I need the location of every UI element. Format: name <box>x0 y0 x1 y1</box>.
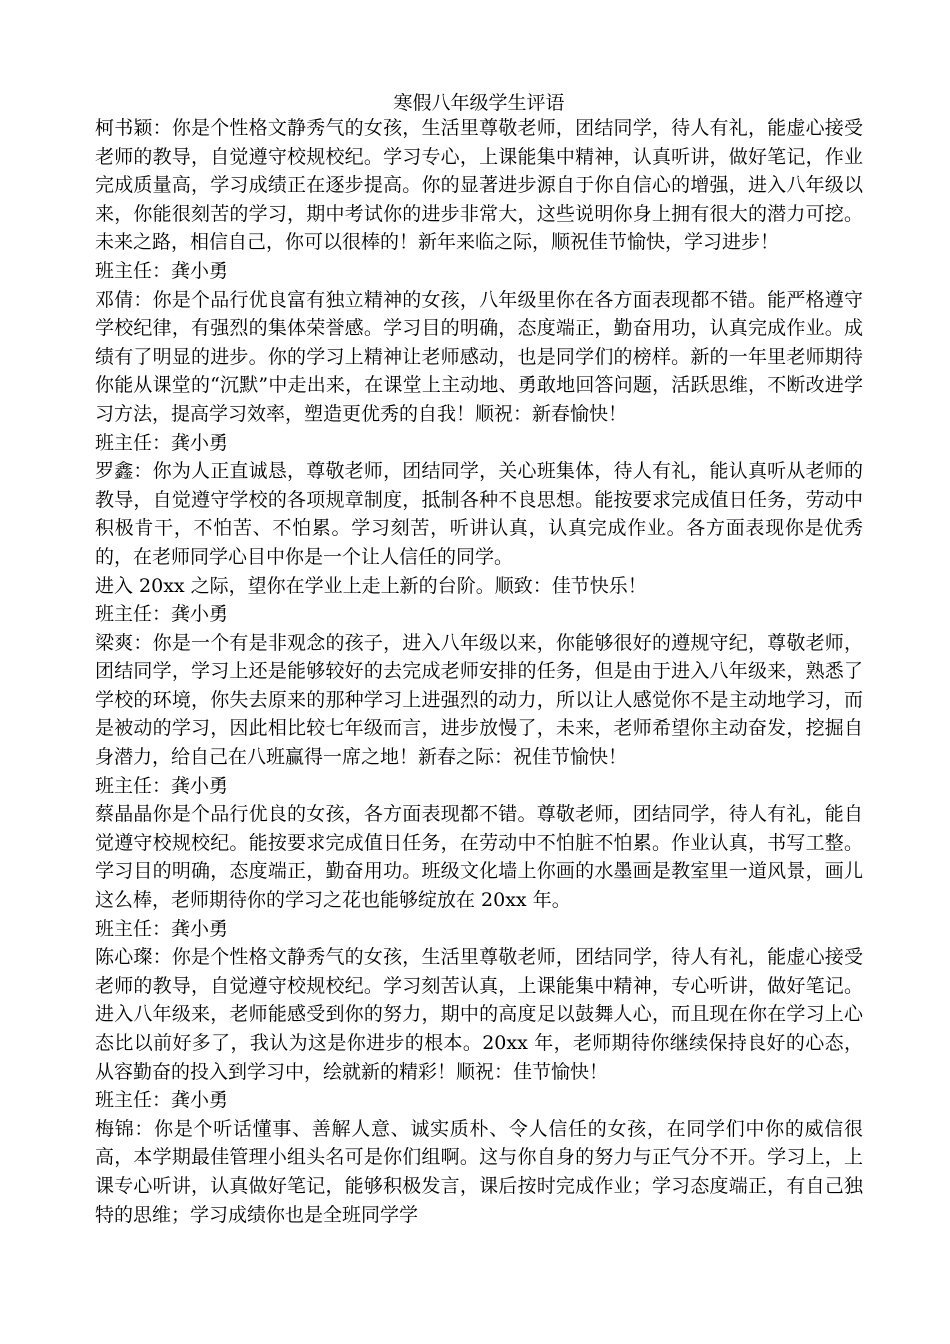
comment-paragraph: 陈心璨：你是个性格文静秀气的女孩，生活里尊敬老师，团结同学，待人有礼，能虚心接受老师的教导，自觉遵守校规校纪。学习刻苦认真，上课能集中精神，专心听讲，做好笔记。进入八年级来，老师能感受到你的努力，期中的高度足以鼓舞人心，而且现在你在学习上心态比以前好多了，我认为这是你进步的根本。20xx 年，老师期待你继续保持良好的心态，从容勤奋的投入到学习中，绘就新的精彩！顺祝：佳节愉快！ <box>95 946 863 1083</box>
comment-paragraph: 罗鑫：你为人正直诚恳，尊敬老师，团结同学，关心班集体，待人有礼，能认真听从老师的教导，自觉遵守学校的各项规章制度，抵制各种不良思想。能按要求完成值日任务，劳动中积极肯干，不怕苦、不怕累。学习刻苦，听讲认真，认真完成作业。各方面表现你是优秀的，在老师同学心目中你是一个让人信任的同学。 <box>95 460 863 568</box>
comment-paragraph: 邓倩：你是个品行优良富有独立精神的女孩，八年级里你在各方面表现都不错。能严格遵守学校纪律，有强烈的集体荣誉感。学习目的明确，态度端正，勤奋用功，认真完成作业。成绩有了明显的进步。你的学习上精神让老师感动，也是同学们的榜样。新的一年里老师期待你能从课堂的“沉默”中走出来，在课堂上主动地、勇敢地回答问题，活跃思维，不断改进学习方法，提高学习效率，塑造更优秀的自我！顺祝：新春愉快！ <box>95 288 863 425</box>
comment-paragraph: 梁爽：你是一个有是非观念的孩子，进入八年级以来，你能够很好的遵规守纪，尊敬老师，团结同学，学习上还是能够较好的去完成老师安排的任务，但是由于进入八年级来，熟悉了学校的环境，你失去原来的那种学习上进强烈的动力，所以让人感觉你不是主动地学习，而是被动的学习，因此相比较七年级而言，进步放慢了，未来，老师希望你主动奋发，挖掘自身潜力，给自己在八班赢得一席之地！新春之际：祝佳节愉快！ <box>95 631 863 769</box>
comment-paragraph: 柯书颖：你是个性格文静秀气的女孩，生活里尊敬老师，团结同学，待人有礼，能虚心接受老师的教导，自觉遵守校规校纪。学习专心，上课能集中精神，认真听讲，做好笔记，作业完成质量高，学习成绩正在逐步提高。你的显著进步源自于你自信心的增强，进入八年级以来，你能很刻苦的学习，期中考试你的进步非常大，这些说明你身上拥有很大的潜力可挖。未来之路，相信自己，你可以很棒的！新年来临之际，顺祝佳节愉快，学习进步！ <box>95 117 863 254</box>
comment-closing-line: 进入 20xx 之际，望你在学业上走上新的台阶。顺致：佳节快乐！ <box>95 574 647 597</box>
teacher-signature: 班主任：龚小勇 <box>95 774 229 797</box>
teacher-signature: 班主任：龚小勇 <box>95 259 229 282</box>
teacher-signature: 班主任：龚小勇 <box>95 603 229 626</box>
teacher-signature: 班主任：龚小勇 <box>95 431 229 454</box>
teacher-signature: 班主任：龚小勇 <box>95 1089 229 1112</box>
document-body <box>95 92 863 1229</box>
comment-paragraph: 梅锦：你是个听话懂事、善解人意、诚实质朴、令人信任的女孩，在同学们中你的威信很高，本学期最佳管理小组头名可是你们组啊。这与你自身的努力与正气分不开。学习上，上课专心听讲，认真做好笔记，能够积极发言，课后按时完成作业；学习态度端正，有自己独特的思维；学习成绩你也是全班同学学 <box>95 1117 863 1226</box>
comment-paragraph: 蔡晶晶你是个品行优良的女孩，各方面表现都不错。尊敬老师，团结同学，待人有礼，能自觉遵守校规校纪。能按要求完成值日任务，在劳动中不怕脏不怕累。作业认真，书写工整。学习目的明确，态度端正，勤奋用功。班级文化墙上你画的水墨画是教室里一道风景，画儿这么棒，老师期待你的学习之花也能够绽放在 20xx 年。 <box>95 803 863 912</box>
teacher-signature: 班主任：龚小勇 <box>95 917 229 940</box>
document-title: 寒假八年级学生评语 <box>393 92 565 114</box>
